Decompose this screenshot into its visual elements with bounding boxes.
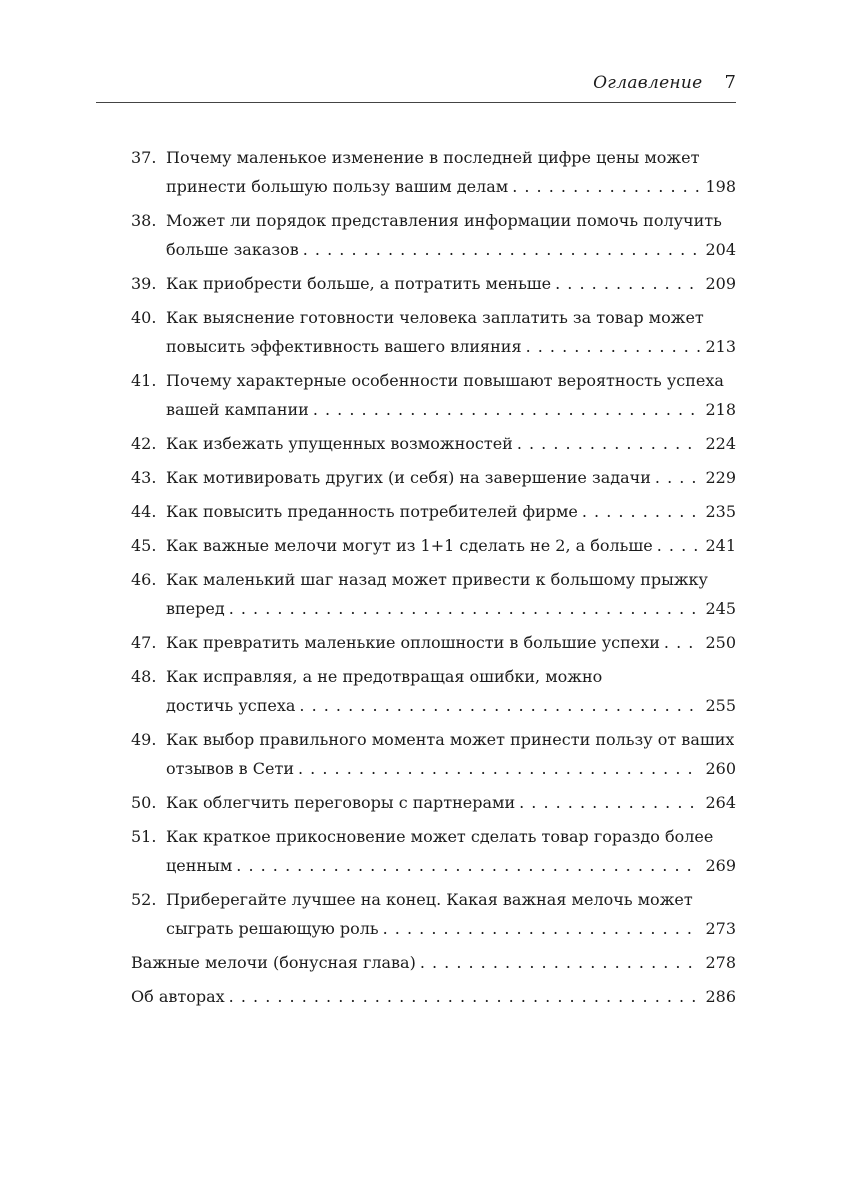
toc-entry-number: 46.	[131, 570, 157, 589]
toc-entry-number: 49.	[131, 730, 157, 749]
toc-entry-page: 213	[705, 337, 736, 356]
toc-entry-page: 250	[705, 633, 736, 652]
toc-entry-title: Как маленький шаг назад может привести к большому прыжку	[166, 570, 708, 589]
header-title: Оглавление	[593, 73, 703, 93]
toc-entry	[131, 788, 736, 817]
toc-entry-title: вперед	[166, 599, 225, 618]
leader-dots	[383, 914, 701, 943]
leader-dots	[664, 628, 701, 657]
toc-entry	[131, 497, 736, 526]
toc-entry-line	[131, 662, 736, 691]
toc-entry	[131, 206, 736, 264]
toc-entry-page: 218	[705, 400, 736, 419]
toc-entry-title: Как облегчить переговоры с партнерами	[166, 793, 516, 812]
leader-dots	[313, 395, 701, 424]
toc-entry-page: 245	[705, 599, 736, 618]
toc-entry-page: 229	[705, 468, 736, 487]
toc-entry	[131, 565, 736, 623]
toc-entry-title: Как исправляя, а не предотвращая ошибки, можно	[166, 667, 603, 686]
toc-entry-number: 50.	[131, 793, 157, 812]
toc-entry-number: 42.	[131, 434, 157, 453]
toc-entry-title: Как превратить маленькие оплошности в большие успехи	[166, 633, 660, 652]
leader-dots	[555, 269, 700, 298]
toc-entry-number: 47.	[131, 633, 157, 652]
toc-entry-title: отзывов в Сети	[166, 759, 294, 778]
toc-entry-title: достичь успеха	[166, 696, 296, 715]
toc-entry-title: Как избежать упущенных возможностей	[166, 434, 513, 453]
leader-dots	[655, 463, 701, 492]
toc-entry-page: 204	[705, 240, 736, 259]
leader-dots	[526, 332, 701, 361]
toc-entry-line	[131, 822, 736, 851]
toc-entry-page: 209	[705, 274, 736, 293]
toc-entry-title: Приберегайте лучшее на конец. Какая важная мелочь может	[166, 890, 693, 909]
toc-entry-line	[166, 395, 736, 424]
toc-entry-line	[166, 914, 736, 943]
toc-entry-line	[131, 565, 736, 594]
leader-dots	[229, 594, 701, 623]
toc-entry-line	[131, 143, 736, 172]
toc-entry	[131, 822, 736, 880]
leader-dots	[657, 531, 701, 560]
toc-entry-number: 51.	[131, 827, 157, 846]
toc-entry-page: 255	[705, 696, 736, 715]
toc-entry-line	[166, 754, 736, 783]
toc-entry	[131, 662, 736, 720]
toc-entry-line	[166, 172, 736, 201]
toc-entry-title: сыграть решающую роль	[166, 919, 379, 938]
toc-entry-title: вашей кампании	[166, 400, 309, 419]
toc-entry-number: 37.	[131, 148, 157, 167]
leader-dots	[582, 497, 701, 526]
toc-entry-page: 224	[705, 434, 736, 453]
toc-entry-number: 40.	[131, 308, 157, 327]
toc-entry-line	[131, 885, 736, 914]
toc-entry-number: 52.	[131, 890, 157, 909]
toc-entry-page: 198	[705, 177, 736, 196]
header-page-number: 7	[724, 72, 736, 93]
toc-entry-page: 260	[705, 759, 736, 778]
toc-entry	[131, 531, 736, 560]
toc-entry-number: 38.	[131, 211, 157, 230]
leader-dots	[298, 754, 700, 783]
toc-entry-title: Как мотивировать других (и себя) на завершение задачи	[166, 468, 651, 487]
toc-entry-line	[166, 332, 736, 361]
toc-entry-line	[131, 463, 736, 492]
toc-entry-title: Как выяснение готовности человека заплатить за товар может	[166, 308, 704, 327]
toc-entry-title: Может ли порядок представления информации помочь получить	[166, 211, 722, 230]
toc-entry	[131, 628, 736, 657]
toc-entry-number: 41.	[131, 371, 157, 390]
toc-entry	[131, 269, 736, 298]
toc-entry-line	[166, 691, 736, 720]
toc-entry-title: повысить эффективность вашего влияния	[166, 337, 522, 356]
toc-entry	[131, 885, 736, 943]
toc-entry-page: 269	[705, 856, 736, 875]
toc-entry-page: 264	[705, 793, 736, 812]
leader-dots	[236, 851, 700, 880]
leader-dots	[229, 982, 701, 1011]
toc-entry	[131, 366, 736, 424]
toc-entry	[131, 463, 736, 492]
toc-entry-title: ценным	[166, 856, 233, 875]
toc-entry-line	[131, 948, 736, 977]
toc-entry-line	[131, 497, 736, 526]
toc-entry-title: Как приобрести больше, а потратить меньше	[166, 274, 552, 293]
toc-entry-title: Как повысить преданность потребителей фирме	[166, 502, 578, 521]
leader-dots	[517, 429, 701, 458]
toc-entry-page: 235	[705, 502, 736, 521]
toc-entry-page: 273	[705, 919, 736, 938]
toc-entry-line	[166, 235, 736, 264]
toc-entry-title: Важные мелочи (бонусная глава)	[131, 953, 416, 972]
toc-entry	[131, 725, 736, 783]
toc-entry	[131, 948, 736, 977]
toc-entry-line	[131, 725, 736, 754]
toc-entry-title: Как выбор правильного момента может принести пользу от ваших	[166, 730, 735, 749]
toc-entry-title: Об авторах	[131, 987, 225, 1006]
toc-entry-number: 45.	[131, 536, 157, 555]
toc-entry	[131, 429, 736, 458]
book-page	[96, 0, 736, 1011]
toc-entry-title: принести большую пользу вашим делам	[166, 177, 509, 196]
toc-entry	[131, 982, 736, 1011]
toc-entry-title: Почему характерные особенности повышают вероятность успеха	[166, 371, 724, 390]
toc-entry-line	[166, 594, 736, 623]
toc-entry-line	[166, 851, 736, 880]
leader-dots	[519, 788, 700, 817]
leader-dots	[512, 172, 700, 201]
toc-list	[131, 143, 736, 1011]
toc-entry-title: Почему маленькое изменение в последней цифре цены может	[166, 148, 700, 167]
toc-entry-line	[131, 429, 736, 458]
header-rule	[96, 102, 736, 103]
toc-entry-number: 44.	[131, 502, 157, 521]
toc-entry-page: 278	[705, 953, 736, 972]
toc-entry-line	[131, 206, 736, 235]
toc-entry-line	[131, 269, 736, 298]
toc-entry-line	[131, 531, 736, 560]
leader-dots	[299, 691, 700, 720]
toc-entry-number: 48.	[131, 667, 157, 686]
leader-dots	[303, 235, 701, 264]
toc-entry-line	[131, 788, 736, 817]
toc-entry-line	[131, 303, 736, 332]
toc-entry-page: 286	[705, 987, 736, 1006]
leader-dots	[420, 948, 701, 977]
toc-entry-line	[131, 982, 736, 1011]
toc-entry	[131, 303, 736, 361]
toc-entry	[131, 143, 736, 201]
toc-entry-line	[131, 366, 736, 395]
toc-entry-title: больше заказов	[166, 240, 299, 259]
toc-entry-number: 39.	[131, 274, 157, 293]
toc-entry-number: 43.	[131, 468, 157, 487]
toc-entry-title: Как краткое прикосновение может сделать товар гораздо более	[166, 827, 714, 846]
toc-entry-line	[131, 628, 736, 657]
toc-entry-page: 241	[705, 536, 736, 555]
toc-entry-title: Как важные мелочи могут из 1+1 сделать не 2, а больше	[166, 536, 653, 555]
page-header	[96, 72, 736, 102]
